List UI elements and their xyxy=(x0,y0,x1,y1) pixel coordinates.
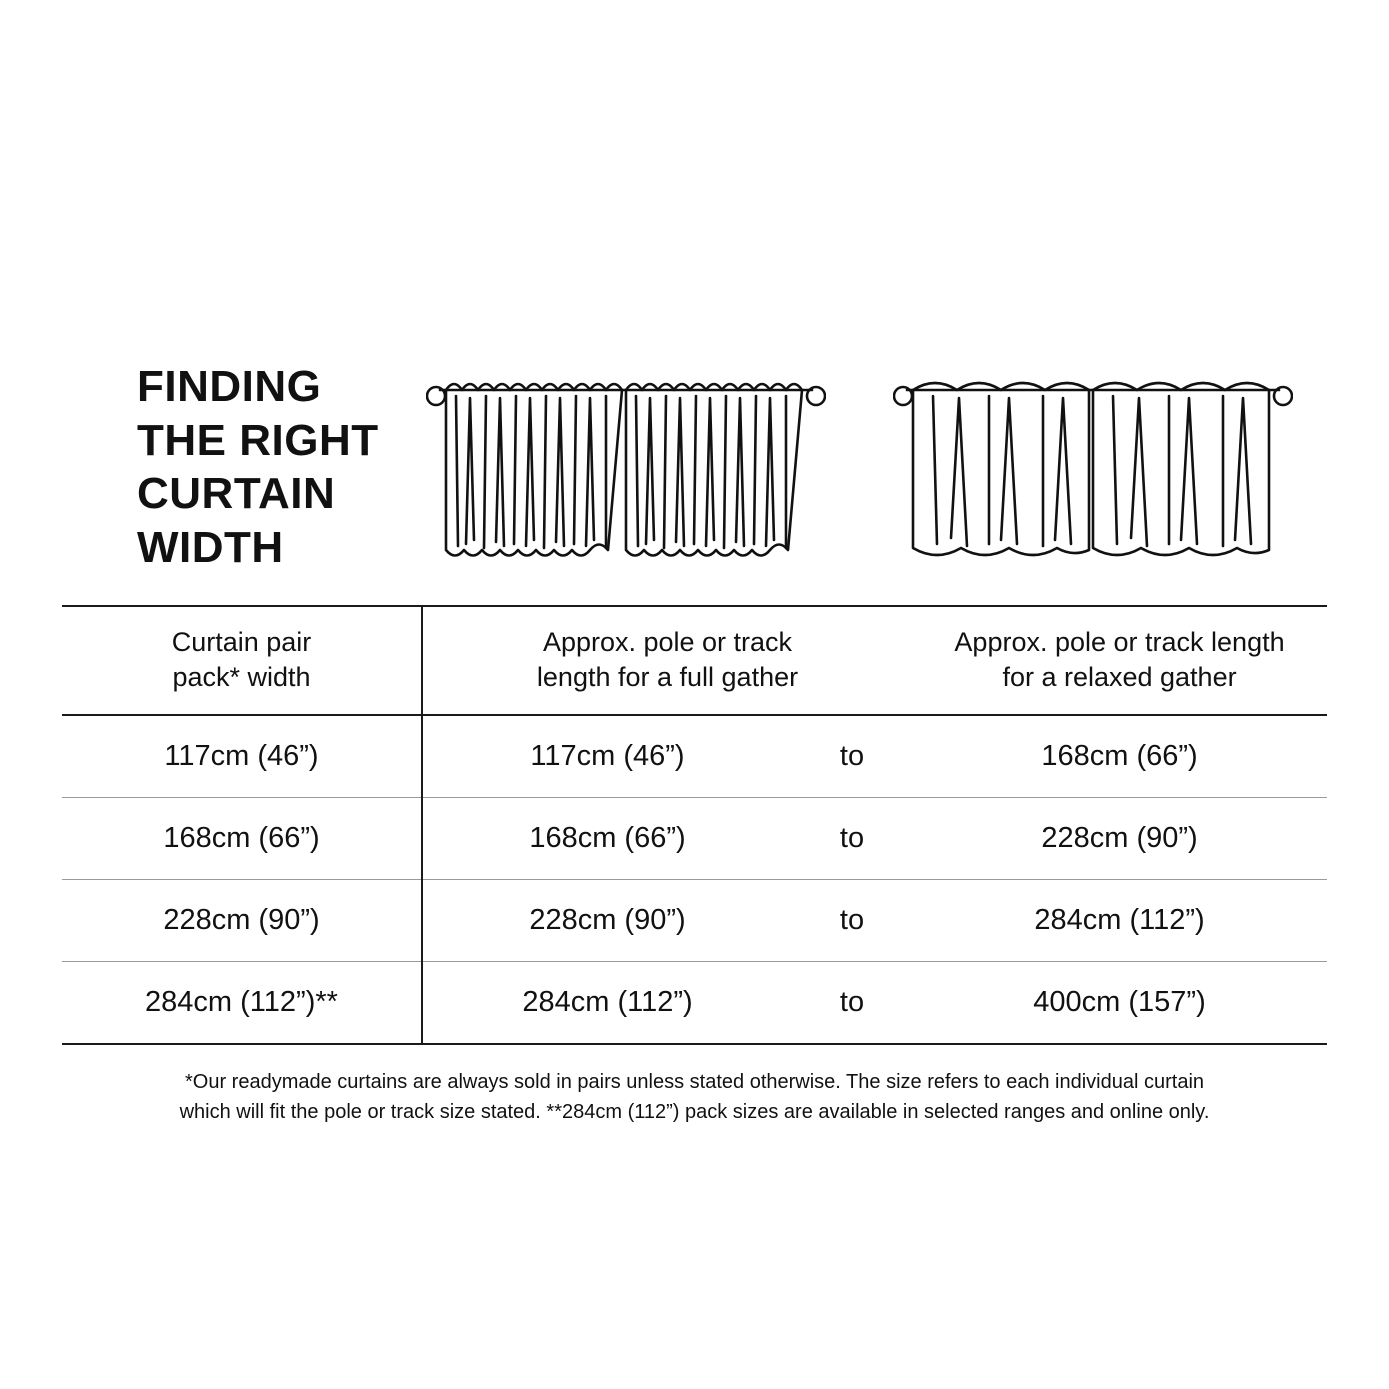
cell-full-gather: 228cm (90”) xyxy=(422,880,792,962)
footnote-line-1: *Our readymade curtains are always sold in pairs unless stated otherwise. The size refers to each individual curtain xyxy=(184,1071,1205,1094)
column-header-pack-width xyxy=(62,606,422,715)
column-header-full-gather xyxy=(422,606,912,715)
page-title xyxy=(62,360,392,575)
header-row xyxy=(62,360,1327,605)
title-line-1: FINDING xyxy=(137,362,322,411)
table-row xyxy=(62,880,1327,962)
cell-pack-width: 117cm (46”) xyxy=(62,715,422,798)
column-header-full-gather-line1: Approx. pole or track xyxy=(542,627,793,657)
cell-full-gather: 168cm (66”) xyxy=(422,798,792,880)
title-line-4: WIDTH xyxy=(137,523,284,573)
footnote xyxy=(62,1067,1327,1127)
cell-full-gather: 117cm (46”) xyxy=(422,715,792,798)
table-body xyxy=(62,715,1327,1044)
illustrations xyxy=(392,360,1327,583)
column-header-pack-width-line2: pack* width xyxy=(172,661,311,692)
cell-pack-width: 284cm (112”)** xyxy=(62,962,422,1045)
column-header-relaxed-gather xyxy=(912,606,1327,715)
cell-relaxed-gather: 228cm (90”) xyxy=(912,798,1327,880)
diagram-content xyxy=(62,360,1327,1127)
curtain-width-table xyxy=(62,605,1327,1045)
table-row xyxy=(62,962,1327,1045)
table-row xyxy=(62,715,1327,798)
cell-pack-width: 168cm (66”) xyxy=(62,798,422,880)
cell-relaxed-gather: 168cm (66”) xyxy=(912,715,1327,798)
column-header-relaxed-gather-line2: for a relaxed gather xyxy=(1002,661,1237,692)
table-row xyxy=(62,798,1327,880)
cell-to: to xyxy=(792,798,912,880)
cell-pack-width: 228cm (90”) xyxy=(62,880,422,962)
column-header-relaxed-gather-line1: Approx. pole or track length xyxy=(954,627,1285,657)
footnote-line-2: which will fit the pole or track size stated. **284cm (112”) pack sizes are available in selected ranges and online only. xyxy=(179,1101,1210,1124)
cell-relaxed-gather: 284cm (112”) xyxy=(912,880,1327,962)
cell-to: to xyxy=(792,880,912,962)
cell-to: to xyxy=(792,962,912,1045)
full-gather-curtain-illustration xyxy=(426,368,826,583)
cell-relaxed-gather: 400cm (157”) xyxy=(912,962,1327,1045)
title-line-2: THE RIGHT xyxy=(137,415,379,465)
column-header-pack-width-line1: Curtain pair xyxy=(171,627,312,657)
title-line-3: CURTAIN xyxy=(137,469,336,519)
cell-to: to xyxy=(792,715,912,798)
cell-full-gather: 284cm (112”) xyxy=(422,962,792,1045)
table-header xyxy=(62,606,1327,715)
column-header-full-gather-line2: length for a full gather xyxy=(536,661,799,692)
relaxed-gather-curtain-illustration xyxy=(893,368,1293,583)
